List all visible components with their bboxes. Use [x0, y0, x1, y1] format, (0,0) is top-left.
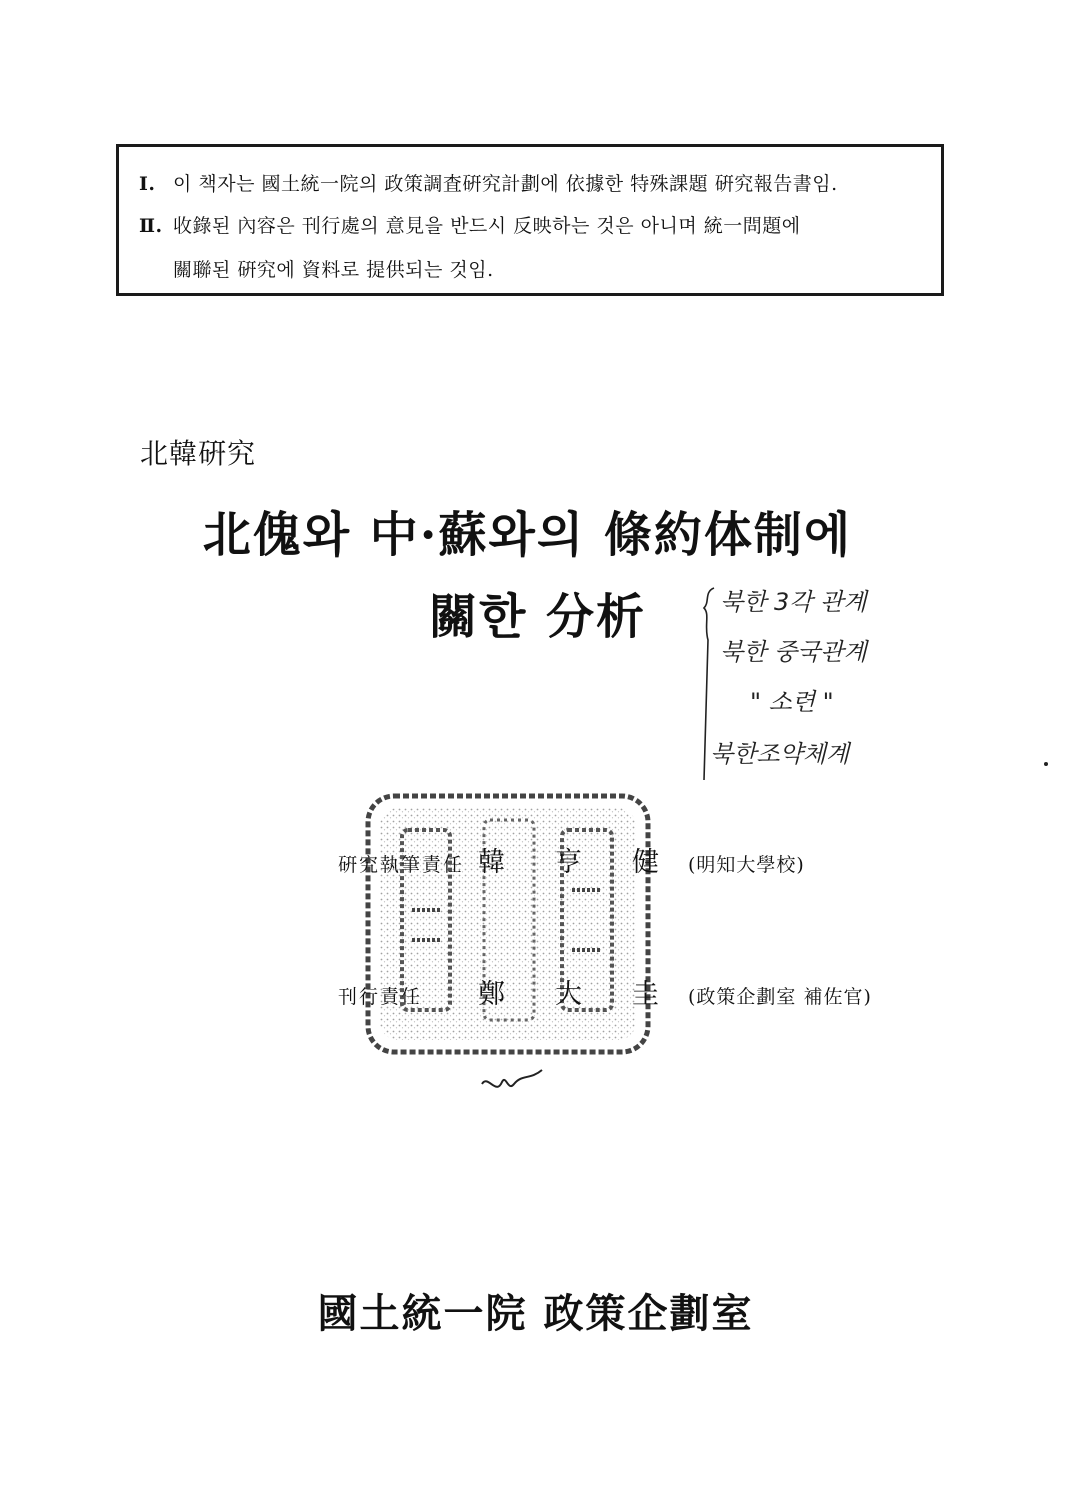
handwritten-note-4: 북한조약체계: [710, 740, 850, 768]
notice-box: [116, 144, 944, 296]
credit-name: 韓亨健: [478, 847, 709, 878]
publisher: 國土統一院 政策企劃室: [317, 1290, 754, 1337]
handwritten-note-3: " 소련 ": [750, 688, 834, 716]
credit-affiliation: (政策企劃室 補佐官): [688, 986, 872, 1008]
handwritten-note-2: 북한 중국관계: [720, 638, 867, 666]
credit-affiliation: (明知大學校): [688, 854, 805, 876]
notice-item-text: 收錄된 內容은 刊行處의 意見을 반드시 反映하는 것은 아니며 統一問題에: [173, 215, 801, 237]
notice-item-number: Ⅰ.: [139, 173, 156, 195]
credit-role: 刊行責任: [338, 986, 423, 1008]
notice-item-text: 關聯된 硏究에 資料로 提供되는 것임.: [173, 259, 494, 281]
credit-name: 鄭大圭: [478, 979, 709, 1010]
series-label: 北韓硏究: [140, 437, 257, 470]
notice-item-number: Ⅱ.: [139, 215, 163, 237]
official-seal-stamp: [362, 790, 654, 1060]
notice-item-1: [139, 169, 838, 196]
credit-research-author: [338, 840, 805, 879]
notice-item-text: 이 책자는 國土統一院의 政策調査硏究計劃에 依據한 特殊課題 硏究報告書임.: [173, 173, 838, 195]
handwritten-notes: [700, 580, 950, 790]
notice-item-2-continued: [173, 255, 494, 282]
document-title-line-2-text: 關한 分析: [428, 589, 647, 645]
handwritten-initial: [478, 1062, 548, 1102]
scan-speck: [1044, 762, 1048, 766]
credit-role: 硏究執筆責任: [338, 854, 465, 876]
document-title-line-1: 北傀와 中·蘇와의 條約体制에: [202, 507, 853, 563]
credit-publication-manager: [338, 972, 872, 1011]
handwritten-note-1: 북한 3각 관계: [720, 588, 867, 616]
notice-item-2: [139, 211, 801, 238]
